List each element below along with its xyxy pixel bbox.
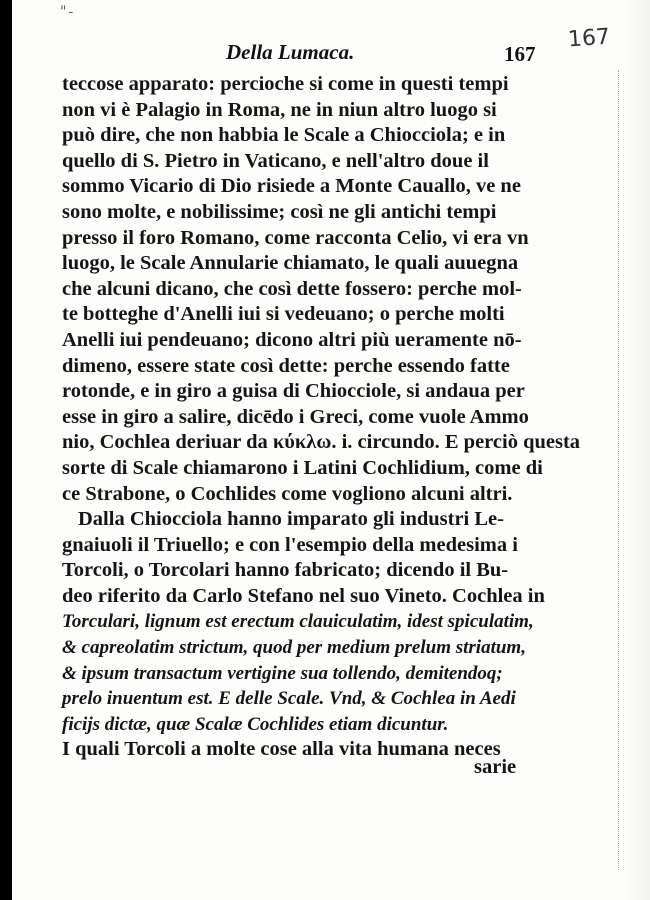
text-line: sono molte, e nobilissime; così ne gli antichi tempi: [62, 200, 497, 223]
text-line: nio, Cochlea deriuar da κύκλω. i. circundo. E perciò questa: [62, 431, 581, 454]
text-line: sorte di Scale chiamarono i Latini Cochlidium, come di: [62, 456, 543, 479]
text-line: dimeno, essere state così dette: perche essendo fatte: [62, 354, 510, 377]
latin-quote-line: ficijs dictæ, quæ Scalæ Cochlides etiam dicuntur.: [62, 713, 449, 735]
text-line: Torcoli, o Torcolari hanno fabricato; dicendo il Bu-: [62, 559, 509, 582]
text-line: esse in giro a salire, dicēdo i Greci, come vuole Ammo: [62, 405, 529, 428]
paragraph-start-line: Dalla Chiocciola hanno imparato gli industri Le-: [78, 508, 504, 531]
latin-quote-line: prelo inuentum est. E delle Scale. Vnd, & Cochlea in Aedi: [62, 688, 516, 710]
text-line: quello di S. Pietro in Vaticano, e nell'altro doue il: [62, 149, 489, 172]
text-line: deo riferito da Carlo Stefano nel suo Vineto. Cochlea in: [62, 584, 545, 607]
text-line: sommo Vicario di Dio risiede a Monte Cauallo, ve ne: [62, 175, 521, 198]
body-text: [62, 72, 581, 763]
text-line: rotonde, e in giro a guisa di Chiocciole, si andaua per: [62, 380, 525, 403]
text-line: ce Strabone, o Cochlides come vogliono alcuni altri.: [62, 482, 513, 505]
text-line: gnaiuoli il Triuello; e con l'esempio della medesima i: [62, 533, 518, 556]
text-line: presso il foro Romano, come racconta Celio, vi era vn: [62, 226, 529, 249]
running-head: Della Lumaca.: [226, 40, 355, 64]
text-line: non vi è Palagio in Roma, ne in niun altro luogo si: [62, 98, 497, 121]
catchword: sarie: [474, 756, 517, 778]
page-shadow: [622, 0, 650, 900]
scan-left-edge: [0, 0, 12, 900]
paragraph-start-line: I quali Torcoli a molte cose alla vita humana neces: [62, 738, 501, 761]
page-fold-line: [618, 70, 620, 870]
page-number: 167: [504, 42, 536, 66]
text-line: te botteghe d'Anelli iui si vedeuano; o perche molti: [62, 303, 505, 326]
handwritten-page-number: 167: [567, 24, 611, 53]
text-line: teccose apparato: percioche si come in questi tempi: [62, 73, 509, 95]
text-line: luogo, le Scale Annularie chiamato, le quali auuegna: [62, 252, 519, 275]
latin-quote-line: Torculari, lignum est erectum clauiculatim, idest spiculatim,: [62, 611, 534, 633]
stray-ink-mark: "-: [60, 4, 76, 20]
text-line: può dire, che non habbia le Scale a Chiocciola; e in: [62, 124, 506, 147]
text-line: Anelli iui pendeuano; dicono altri più ueramente nō-: [62, 328, 522, 351]
latin-quote-line: & capreolatim strictum, quod per medium prelum striatum,: [62, 637, 526, 659]
text-line: che alcuni dicano, che così dette fossero: perche mol-: [62, 277, 522, 300]
latin-quote-line: & ipsum transactum vertigine sua tollendo, demitendoq;: [62, 662, 503, 684]
